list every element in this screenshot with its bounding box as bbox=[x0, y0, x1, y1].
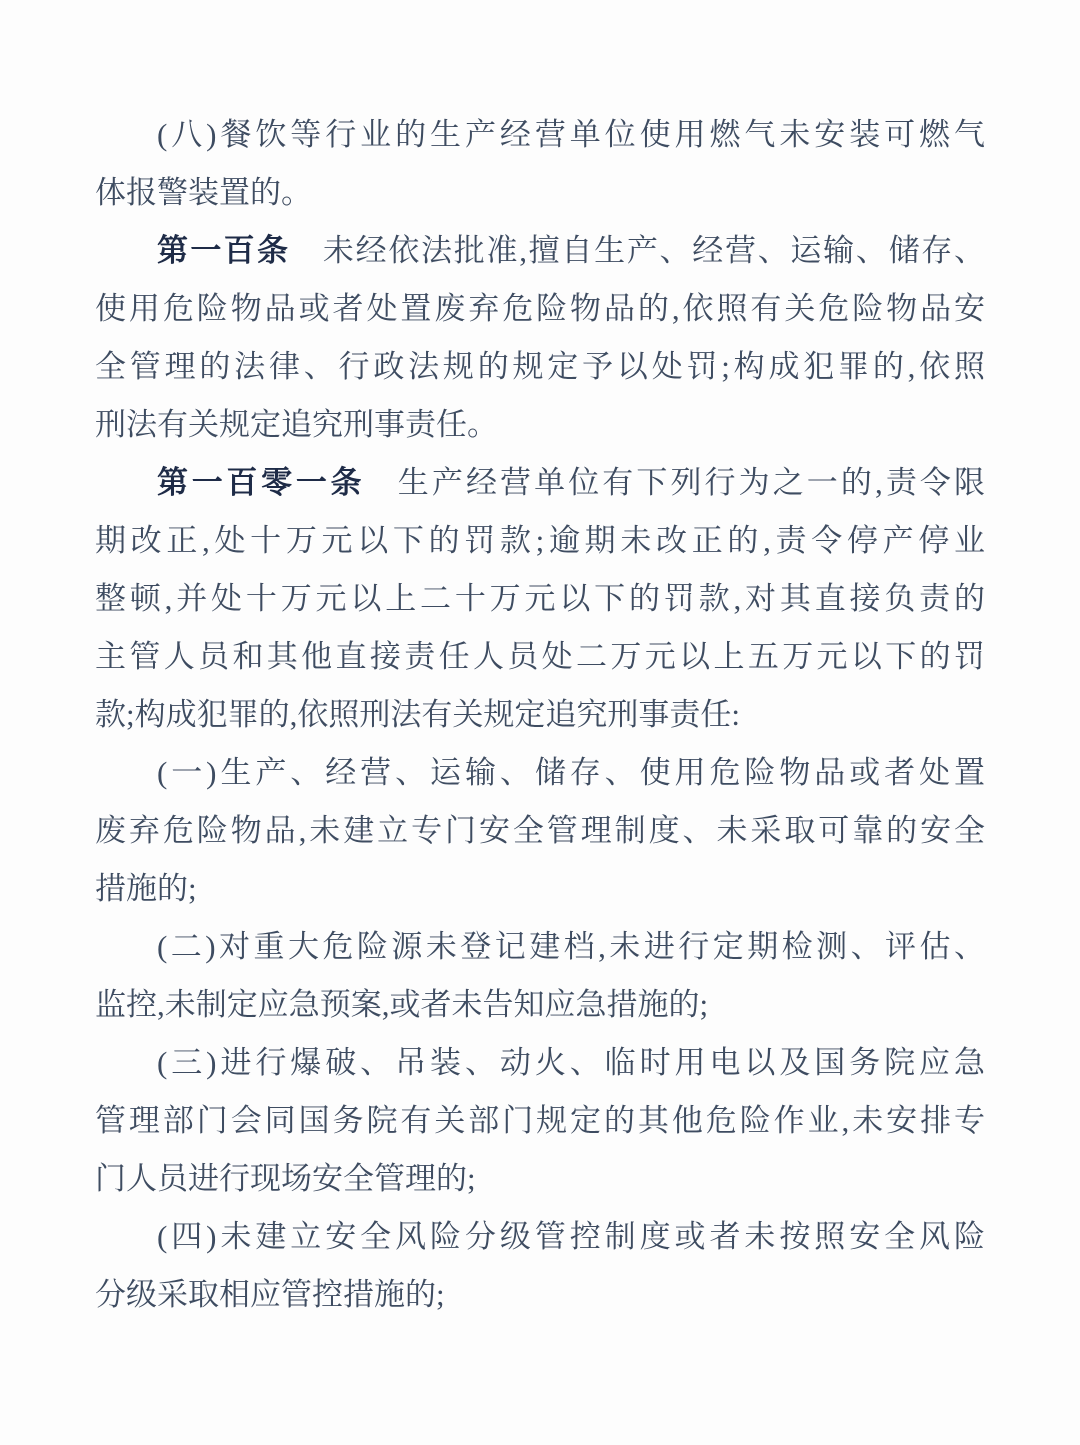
body-text: 全管理的法律、行政法规的规定予以处罚;构成犯罪的,依照 bbox=[95, 349, 985, 384]
text-line bbox=[95, 454, 985, 512]
text-line bbox=[95, 1266, 985, 1324]
article-number: 第一百零一条 bbox=[157, 465, 366, 500]
text-line bbox=[95, 1208, 985, 1266]
text-line bbox=[95, 686, 985, 744]
body-text: (八)餐饮等行业的生产经营单位使用燃气未安装可燃气 bbox=[157, 117, 985, 152]
body-text: 主管人员和其他直接责任人员处二万元以上五万元以下的罚 bbox=[95, 639, 985, 674]
body-text: 措施的; bbox=[95, 871, 197, 906]
body-text: 款;构成犯罪的,依照刑法有关规定追究刑事责任: bbox=[95, 697, 740, 732]
text-line bbox=[95, 918, 985, 976]
body-text: 整顿,并处十万元以上二十万元以下的罚款,对其直接负责的 bbox=[95, 581, 985, 616]
text-line bbox=[95, 860, 985, 918]
body-text: 生产经营单位有下列行为之一的,责令限 bbox=[397, 465, 985, 500]
text-line bbox=[95, 802, 985, 860]
body-text: (四)未建立安全风险分级管控制度或者未按照安全风险 bbox=[157, 1219, 985, 1254]
text-line bbox=[95, 1092, 985, 1150]
body-text: (一)生产、经营、运输、储存、使用危险物品或者处置 bbox=[157, 755, 985, 790]
text-line bbox=[95, 222, 985, 280]
body-text: 刑法有关规定追究刑事责任。 bbox=[95, 407, 498, 442]
body-text: (三)进行爆破、吊装、动火、临时用电以及国务院应急 bbox=[157, 1045, 985, 1080]
text-line bbox=[95, 280, 985, 338]
text-line bbox=[95, 976, 985, 1034]
body-text: 门人员进行现场安全管理的; bbox=[95, 1161, 476, 1196]
body-text: 废弃危险物品,未建立专门安全管理制度、未采取可靠的安全 bbox=[95, 813, 985, 848]
body-text: 期改正,处十万元以下的罚款;逾期未改正的,责令停产停业 bbox=[95, 523, 985, 558]
body-text: 监控,未制定应急预案,或者未告知应急措施的; bbox=[95, 987, 709, 1022]
body-text: 管理部门会同国务院有关部门规定的其他危险作业,未安排专 bbox=[95, 1103, 985, 1138]
body-text: 体报警装置的。 bbox=[95, 175, 312, 210]
text-line bbox=[95, 744, 985, 802]
text-line bbox=[95, 1034, 985, 1092]
text-block bbox=[95, 106, 985, 1324]
text-line bbox=[95, 396, 985, 454]
body-text: 分级采取相应管控措施的; bbox=[95, 1277, 445, 1312]
text-line bbox=[95, 570, 985, 628]
text-line bbox=[95, 1150, 985, 1208]
article-number: 第一百条 bbox=[157, 233, 291, 268]
text-line bbox=[95, 512, 985, 570]
text-line bbox=[95, 338, 985, 396]
text-line bbox=[95, 164, 985, 222]
body-text: 未经依法批准,擅自生产、经营、运输、储存、 bbox=[322, 233, 986, 268]
body-text: (二)对重大危险源未登记建档,未进行定期检测、评估、 bbox=[157, 929, 985, 964]
text-line bbox=[95, 628, 985, 686]
text-line bbox=[95, 106, 985, 164]
body-text: 使用危险物品或者处置废弃危险物品的,依照有关危险物品安 bbox=[95, 291, 985, 326]
